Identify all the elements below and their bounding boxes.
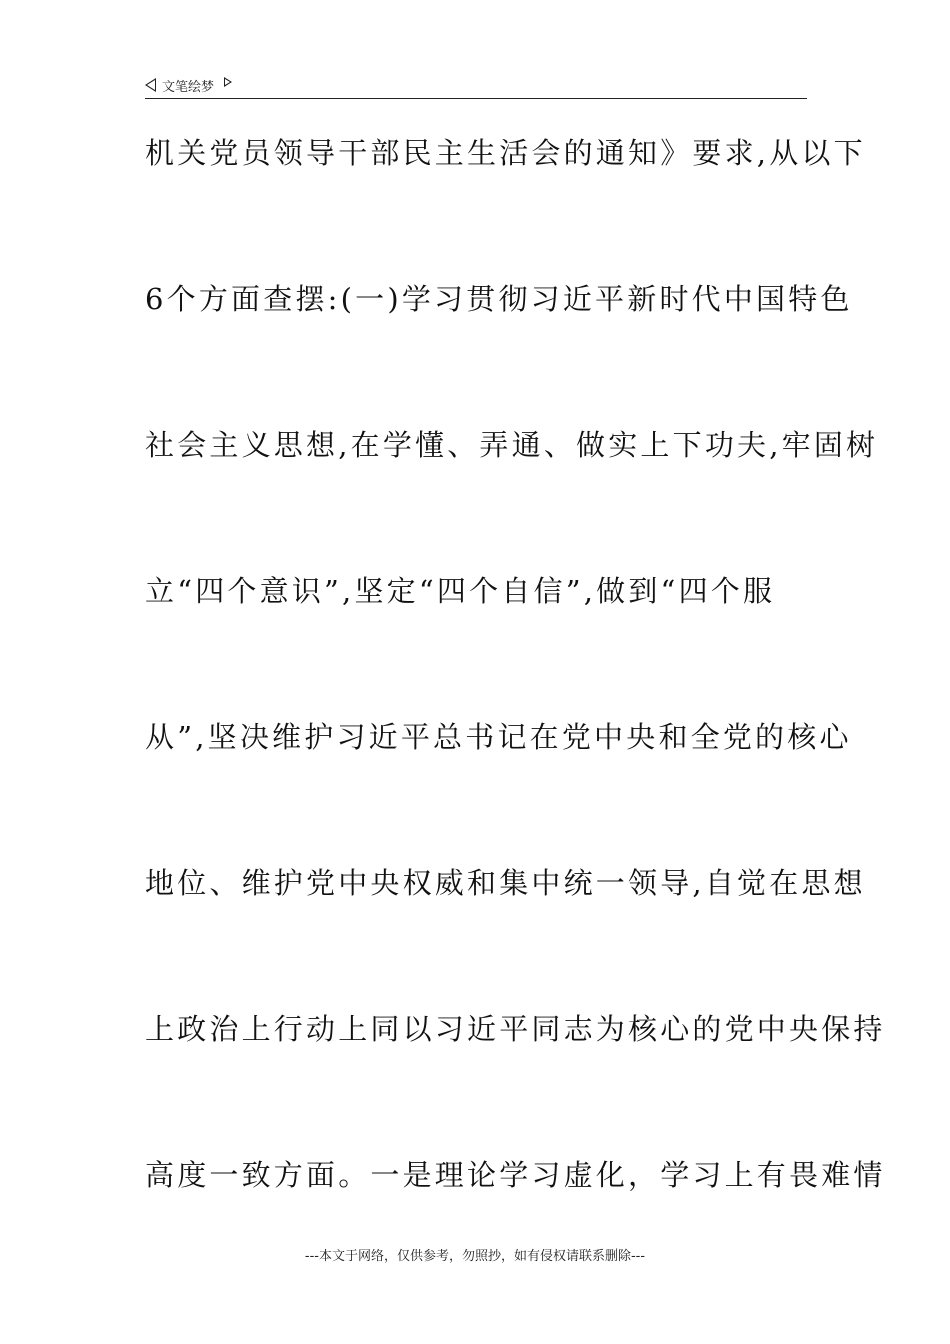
body-line: 社会主义思想,在学懂、弄通、做实上下功夫,牢固树 [145,428,879,462]
page-header [145,72,807,99]
document-body [145,128,886,1296]
body-line: 地位、维护党中央权威和集中统一领导,自觉在思想 [145,866,866,900]
body-line: 6个方面查摆:(一)学习贯彻习近平新时代中国特色 [145,282,853,316]
triangle-right-icon [224,77,232,87]
body-line: 立“四个意识”,坚定“四个自信”,做到“四个服 [145,574,776,608]
body-line: 从”,坚决维护习近平总书记在党中央和全党的核心 [145,720,852,754]
body-line: 高度一致方面。一是理论学习虚化，学习上有畏难情 [145,1158,886,1192]
triangle-left-icon [145,78,156,92]
header-title: 文笔绘梦 [162,79,215,95]
body-line: 机关党员领导干部民主生活会的通知》要求,从以下 [145,136,866,170]
page-footer: ---本文于网络，仅供参考，勿照抄，如有侵权请联系删除--- [304,1249,646,1264]
body-line: 上政治上行动上同以习近平同志为核心的党中央保持 [145,1012,886,1046]
